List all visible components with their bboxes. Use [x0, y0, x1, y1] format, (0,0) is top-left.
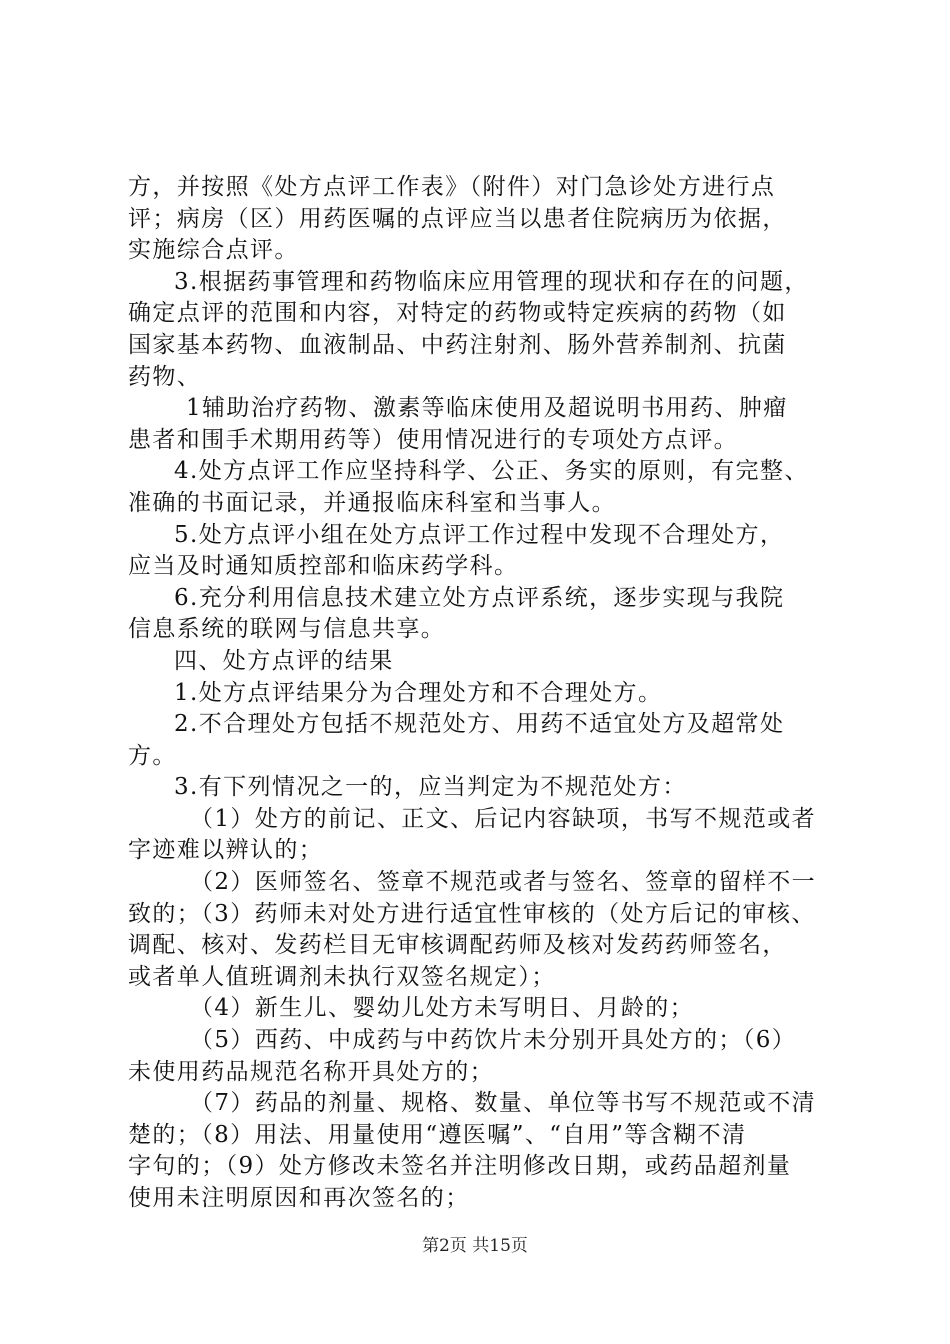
text-line: 未使用药品规范名称开具处方的； [128, 1058, 494, 1085]
text-line: （4）新生儿、婴幼儿处方未写明日、月龄的； [190, 995, 695, 1022]
body-text [128, 172, 838, 1215]
text-line: 实施综合点评。 [128, 237, 299, 264]
text-line: 楚的；（8）用法、用量使用“遵医嘱”、“自用”等含糊不清 [128, 1121, 747, 1148]
text-line: 药物、 [128, 363, 202, 390]
text-line: 应当及时通知质控部和临床药学科。 [128, 553, 519, 580]
text-line: 1.处方点评结果分为合理处方和不合理处方。 [174, 679, 663, 706]
text-line: （7）药品的剂量、规格、数量、单位等书写不规范或不清 [190, 1090, 817, 1117]
text-line: （5）西药、中成药与中药饮片未分别开具处方的；（6） [190, 1027, 797, 1054]
page-number: 第2页 共15页 [422, 1236, 528, 1256]
text-line: （2）医师签名、签章不规范或者与签名、签章的留样不一 [190, 869, 817, 896]
page-footer [0, 1235, 950, 1257]
text-line: 6.充分利用信息技术建立处方点评系统，逐步实现与我院 [174, 584, 785, 611]
text-line: （1）处方的前记、正文、后记内容缺项，书写不规范或者 [190, 805, 817, 832]
text-line: 使用未注明原因和再次签名的； [128, 1185, 470, 1211]
text-line: 或者单人值班调剂未执行双签名规定）； [128, 963, 556, 990]
text-line: 准确的书面记录，并通报临床科室和当事人。 [128, 489, 616, 516]
text-line: 1辅助治疗药物、激素等临床使用及超说明书用药、肿瘤 [186, 395, 788, 422]
text-line: 确定点评的范围和内容，对特定的药物或特定疾病的药物（如 [128, 300, 787, 327]
text-line: 字迹难以辨认的； [128, 837, 324, 864]
text-line: 5.处方点评小组在处方点评工作过程中发现不合理处方， [174, 521, 785, 548]
text-line: 字句的；（9）处方修改未签名并注明修改日期，或药品超剂量 [128, 1153, 792, 1180]
text-line: 致的；（3）药师未对处方进行适宜性审核的（处方后记的审核、 [128, 900, 816, 927]
text-line: 信息系统的联网与信息共享。 [128, 616, 446, 643]
text-line: 3.根据药事管理和药物临床应用管理的现状和存在的问题， [174, 268, 809, 295]
text-line: 调配、核对、发药栏目无审核调配药师及核对发药药师签名， [128, 932, 787, 959]
text-line: 方，并按照《处方点评工作表》（附件）对门急诊处方进行点 [128, 174, 776, 200]
text-line: 3.有下列情况之一的，应当判定为不规范处方： [174, 774, 687, 801]
text-line: 评；病房（区）用药医嘱的点评应当以患者住院病历为依据， [128, 205, 787, 232]
text-line: 2.不合理处方包括不规范处方、用药不适宜处方及超常处 [174, 711, 785, 738]
text-line: 4.处方点评工作应坚持科学、公正、务实的原则，有完整、 [174, 458, 809, 485]
text-line: 方。 [128, 742, 177, 769]
section-heading: 四、处方点评的结果 [174, 647, 394, 674]
text-line: 国家基本药物、血液制品、中药注射剂、肠外营养制剂、抗菌 [128, 331, 787, 358]
text-line: 患者和围手术期用药等）使用情况进行的专项处方点评。 [128, 426, 738, 453]
